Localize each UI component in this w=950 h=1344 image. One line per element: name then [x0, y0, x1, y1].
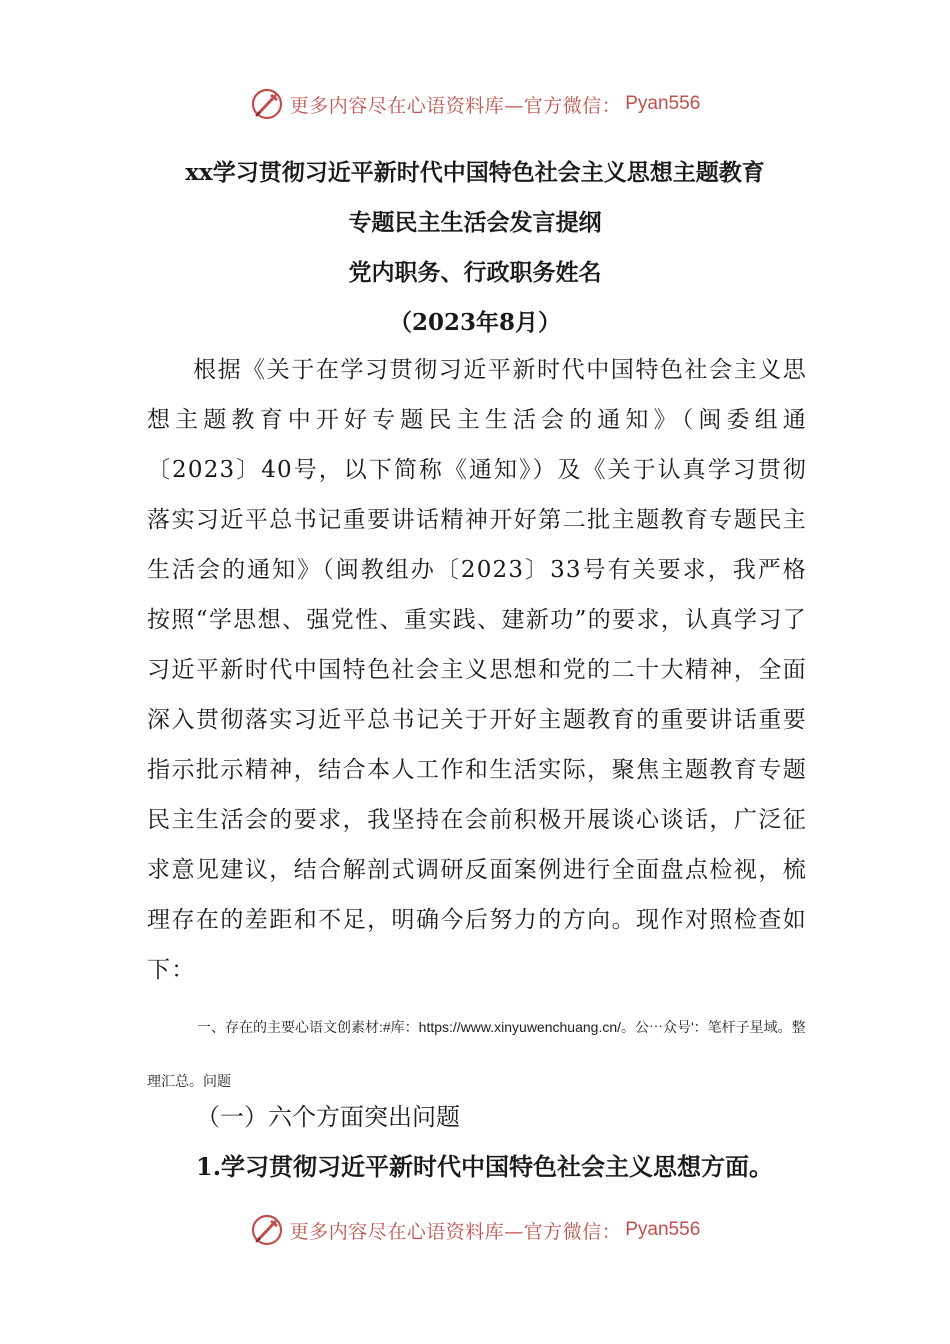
- document-subtitle: 专题民主生活会发言提纲: [348, 209, 602, 236]
- document-title: xx学习贯彻习近平新时代中国特色社会主义思想主题教育: [185, 159, 765, 186]
- document-date: （2023年8月）: [388, 309, 562, 336]
- watermark-text: 更多内容尽在心语资料库—官方微信：: [289, 1220, 622, 1243]
- section-heading: （一）六个方面突出问题: [196, 1103, 460, 1131]
- watermark-wechat-id: Pyan556: [625, 93, 701, 114]
- watermark-wechat-id: Pyan556: [625, 1219, 701, 1240]
- pen-seal-logo-icon: [250, 1213, 284, 1247]
- watermark-banner-top: [0, 84, 950, 124]
- author-position: 党内职务、行政职务姓名: [348, 259, 602, 286]
- watermark-banner-bottom: [0, 1210, 950, 1250]
- watermark-text: 更多内容尽在心语资料库—官方微信：: [289, 94, 622, 117]
- source-note: 一、存在的主要心语文创素材:#库：https://www.xinyuwenchuang.cn/。公⋯众号'：笔杆子星域。整理汇总。问题: [147, 1019, 806, 1089]
- item-heading: 1.学习贯彻习近平新时代中国特色社会主义思想方面。: [196, 1152, 774, 1181]
- intro-paragraph: 根据《关于在学习贯彻习近平新时代中国特色社会主义思想主题教育中开好专题民主生活会的通知》（闽委组通〔2023〕40号，以下简称《通知》）及《关于认真学习贯彻落实习近平总书记重要讲话精神开好第二批主题教育专题民主生活会的通知》（闽教组办〔2023〕33号有关要求，我严格按照“学思想、强党性、重实践、建新功”的要求，认真学习了习近平新时代中国特色社会主义思想和党的二十大精神，全面深入贯彻落实习近平总书记关于开好主题教育的重要讲话重要指示批示精神，结合本人工作和生活实际，聚焦主题教育专题民主生活会的要求，我坚持在会前积极开展谈心谈话，广泛征求意见建议，结合解剖式调研反面案例进行全面盘点检视，梳理存在的差距和不足，明确今后努力的方向。现作对照检查如下：: [147, 357, 807, 983]
- pen-seal-logo-icon: [250, 87, 284, 121]
